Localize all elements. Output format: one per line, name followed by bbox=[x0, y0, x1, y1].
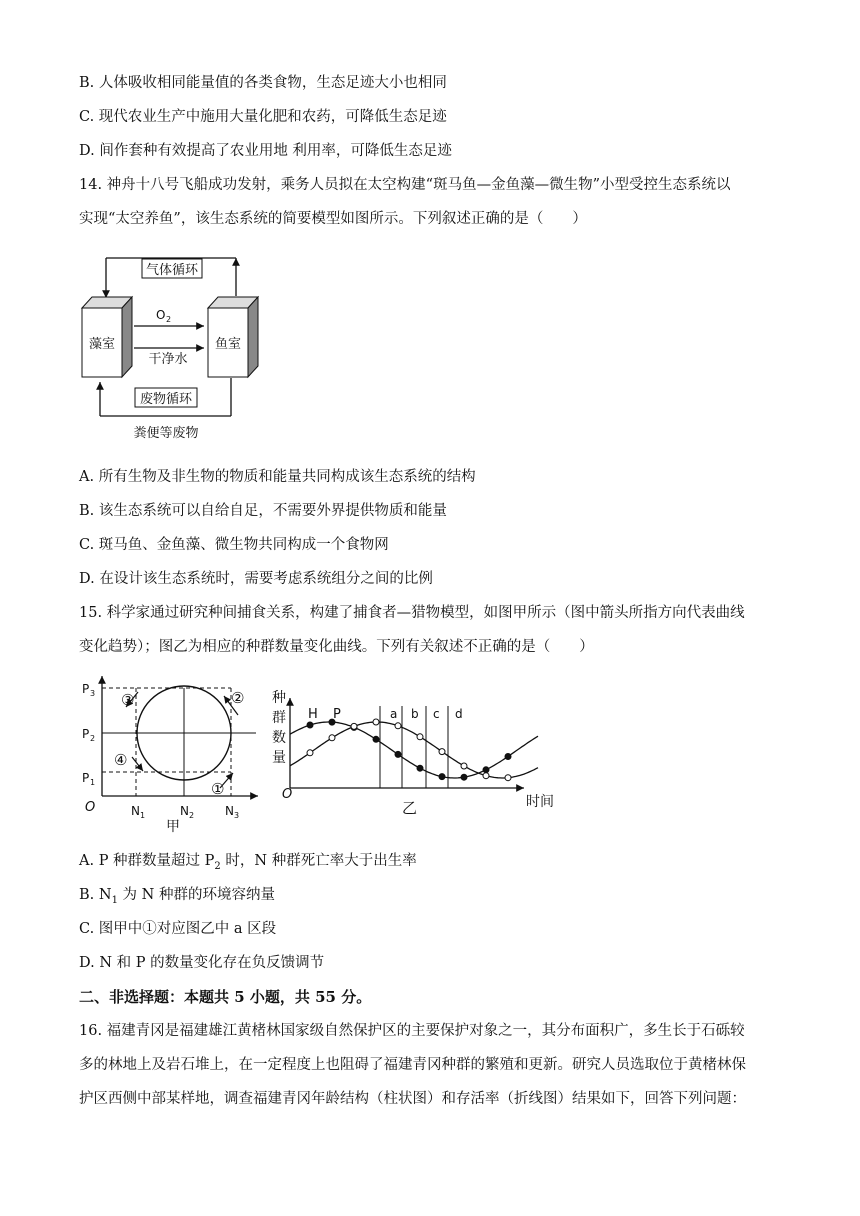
arrow-4 bbox=[132, 757, 143, 771]
curve-p-point bbox=[351, 723, 357, 729]
clean-water-label: 干净水 bbox=[148, 352, 188, 367]
ylabel-char-2: 群 bbox=[272, 710, 286, 726]
segment-a: a bbox=[390, 707, 398, 721]
label-p3-sub: 3 bbox=[90, 689, 96, 698]
feces-label: 粪便等废物 bbox=[133, 426, 199, 441]
label-n1: N bbox=[131, 804, 140, 818]
population-curve-diagram bbox=[266, 670, 566, 820]
curve-p-point bbox=[329, 735, 335, 741]
yi-origin: O bbox=[282, 787, 293, 802]
segment-d: d bbox=[455, 707, 463, 721]
q14-option-b: B. 该生态系统可以自给自足，不需要外界提供物质和能量 bbox=[79, 503, 447, 519]
curve-p-point bbox=[417, 734, 423, 740]
q14-stem-line2: 实现“太空养鱼”，该生态系统的简要模型如图所示。下列叙述正确的是（ ） bbox=[79, 211, 587, 227]
q14-option-a: A. 所有生物及非生物的物质和能量共同构成该生态系统的结构 bbox=[79, 469, 476, 485]
q14-stem-line1: 14. 神舟十八号飞船成功发射，乘务人员拟在太空构建“斑马鱼—金鱼藻—微生物”小型受控生态系统以 bbox=[79, 177, 731, 193]
q15-option-d: D. N 和 P 的数量变化存在负反馈调节 bbox=[79, 955, 325, 971]
q16-line3: 护区西侧中部某样地，调查福建青冈年龄结构（柱状图）和存活率（折线图）结果如下，回答下列问题： bbox=[79, 1091, 746, 1107]
curve-p-point bbox=[307, 750, 313, 756]
curve-p-point bbox=[483, 773, 489, 779]
curve-h-markers bbox=[307, 719, 511, 780]
q15-option-a bbox=[79, 851, 417, 877]
ylabel-char-1: 种 bbox=[272, 690, 286, 706]
label-n2-sub: 2 bbox=[189, 811, 195, 820]
algae-room-label: 藻室 bbox=[88, 337, 116, 352]
q15-stem-line1: 15. 科学家通过研究种间捕食关系，构建了捕食者—猎物模型，如图甲所示（图中箭头所指方向代表曲线 bbox=[79, 605, 745, 621]
curve-h-point bbox=[307, 722, 313, 728]
q16-line2: 多的林地上及岩石堆上，在一定程度上也阻碍了福建青冈种群的繁殖和更新。研究人员选取位于黄楮林保 bbox=[79, 1057, 746, 1073]
predator-prey-phase-diagram bbox=[76, 670, 266, 840]
curve-p-point bbox=[505, 775, 511, 781]
curve-h-point bbox=[373, 736, 379, 742]
label-p2: P bbox=[82, 727, 90, 741]
curve-p-point bbox=[439, 749, 445, 755]
o2-label: O bbox=[156, 308, 166, 322]
curve-p-point bbox=[373, 719, 379, 725]
ecosystem-model-diagram bbox=[76, 246, 276, 446]
q14-option-c: C. 斑马鱼、金鱼藻、微生物共同构成一个食物网 bbox=[79, 537, 389, 553]
label-p2-sub: 2 bbox=[90, 734, 96, 743]
label-p3: P bbox=[82, 682, 90, 696]
curve-h-point bbox=[439, 774, 445, 780]
curve-h-point bbox=[417, 765, 423, 771]
curve-p bbox=[290, 722, 538, 778]
q15-option-a-rest: 时，N 种群死亡率大于出生率 bbox=[220, 853, 417, 869]
q15-option-c: C. 图甲中①对应图乙中 a 区段 bbox=[79, 921, 277, 937]
q13-option-d: D. 间作套种有效提高了农业用地 利用率，可降低生态足迹 bbox=[79, 143, 452, 159]
gas-cycle-label: 气体循环 bbox=[145, 263, 199, 278]
curve-p-markers bbox=[307, 719, 511, 781]
label-n1-sub: 1 bbox=[140, 811, 146, 820]
label-circle-1: ① bbox=[211, 780, 225, 798]
curve-h bbox=[290, 722, 538, 778]
label-n3: N bbox=[225, 804, 234, 818]
q13-option-b: B. 人体吸收相同能量值的各类食物，生态足迹大小也相同 bbox=[79, 75, 447, 91]
curve-h-point bbox=[505, 754, 511, 760]
curve-h-point bbox=[483, 767, 489, 773]
q15-option-b-sub: 1 bbox=[111, 894, 118, 906]
q16-line1: 16. 福建青冈是福建雄江黄楮林国家级自然保护区的主要保护对象之一，其分布面积广，多生长于石砾较 bbox=[79, 1023, 745, 1039]
segment-b: b bbox=[411, 707, 419, 721]
curve-h-point bbox=[461, 774, 467, 780]
fish-room-label: 鱼室 bbox=[214, 337, 242, 352]
yi-xlabel: 时间 bbox=[526, 794, 554, 810]
label-h: H bbox=[308, 707, 318, 722]
q15-stem-line2: 变化趋势）；图乙为相应的种群数量变化曲线。下列有关叙述不正确的是（ ） bbox=[79, 639, 594, 655]
ylabel-char-3: 数 bbox=[272, 730, 286, 746]
label-circle-2: ② bbox=[231, 689, 245, 707]
q15-option-a-text: A. P 种群数量超过 P bbox=[79, 853, 215, 869]
curve-p-point bbox=[461, 763, 467, 769]
q15-option-b-text: B. N bbox=[79, 887, 112, 903]
yi-caption: 乙 bbox=[402, 799, 418, 817]
label-circle-4: ④ bbox=[114, 751, 128, 769]
label-p: P bbox=[333, 707, 341, 722]
label-p1: P bbox=[82, 771, 90, 785]
q15-option-b-rest: 为 N 种群的环境容纳量 bbox=[117, 887, 275, 903]
waste-cycle-label: 废物循环 bbox=[139, 392, 193, 407]
origin-label: O bbox=[85, 800, 96, 815]
section-heading: 二、非选择题：本题共 5 小题，共 55 分。 bbox=[79, 988, 372, 1006]
curve-p-point bbox=[395, 723, 401, 729]
q15-option-b bbox=[79, 885, 275, 911]
ylabel-char-4: 量 bbox=[272, 750, 286, 766]
fig-jia-caption: 甲 bbox=[166, 819, 180, 835]
curve-h-point bbox=[395, 751, 401, 757]
q13-option-c: C. 现代农业生产中施用大量化肥和农药，可降低生态足迹 bbox=[79, 109, 447, 125]
label-p1-sub: 1 bbox=[90, 778, 96, 787]
q14-option-d: D. 在设计该生态系统时，需要考虑系统组分之间的比例 bbox=[79, 571, 433, 587]
segment-c: c bbox=[433, 707, 440, 721]
label-n3-sub: 3 bbox=[234, 811, 240, 820]
label-n2: N bbox=[180, 804, 189, 818]
label-circle-3: ③ bbox=[121, 691, 135, 709]
o2-subscript: 2 bbox=[166, 315, 172, 324]
q15-option-a-sub: 2 bbox=[214, 860, 221, 872]
